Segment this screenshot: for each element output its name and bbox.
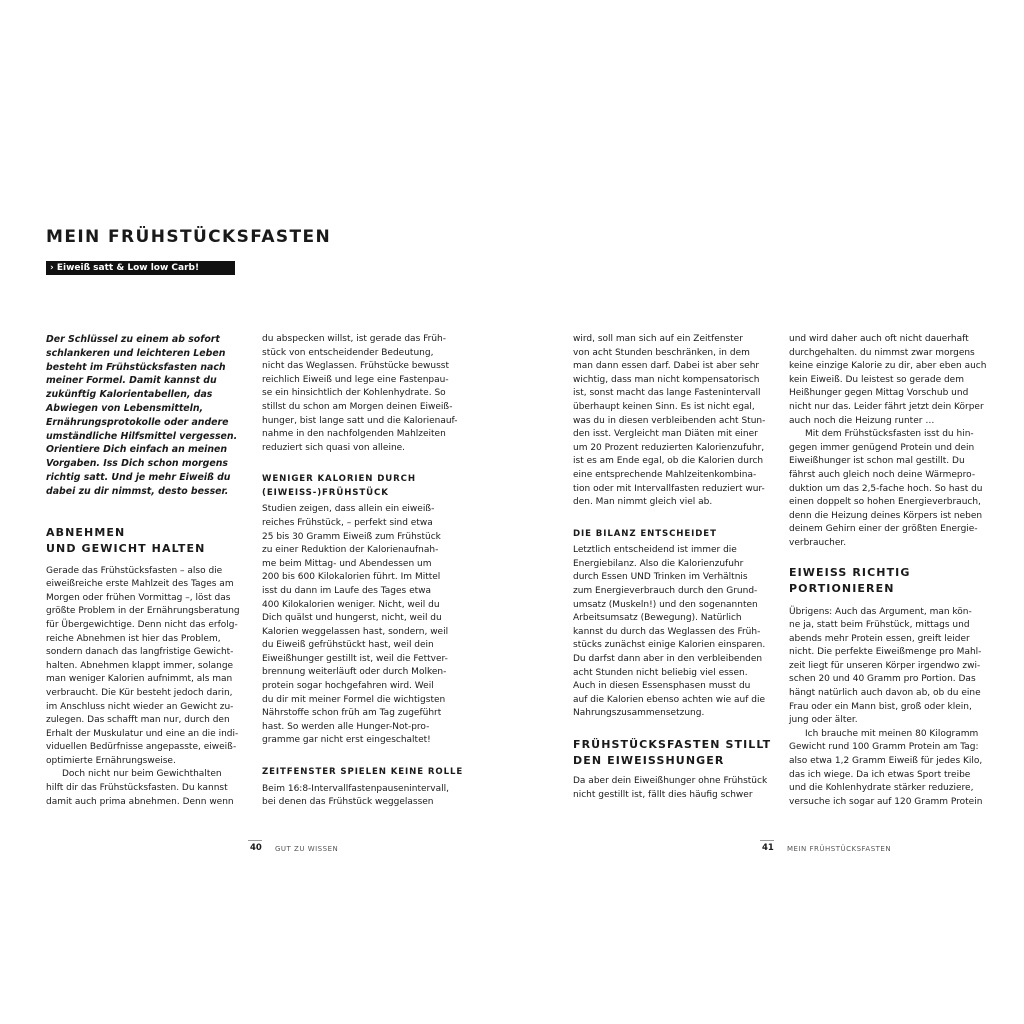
paragraph <box>789 606 982 728</box>
text-line: reduziert sich quasi von alleine. <box>262 442 406 453</box>
text-line: ist es am Ende egal, ob die Kalorien durch <box>573 456 764 467</box>
text-line: Arbeitsumsatz (Bewegung). Natürlich <box>573 613 742 624</box>
paragraph <box>573 544 766 721</box>
text-line: hängt natürlich auch davon ab, ob du eine <box>789 688 981 699</box>
text-line: deinem Gehirn einer der größten Energie- <box>789 524 978 535</box>
running-footer-right: MEIN FRÜHSTÜCKSFASTEN <box>787 845 892 853</box>
text-line: fährst auch gleich noch deine Wärmepro- <box>789 469 976 480</box>
column-3 <box>573 333 772 802</box>
text-line: man weniger Kalorien aufnimmt, als man <box>46 674 233 685</box>
heading-zeitfenster <box>262 766 464 780</box>
text-line: um 20 Prozent reduzierten Kalorienzufuhr, <box>573 442 765 453</box>
text-line: Heißhunger gegen Mittag Vorschub und <box>789 388 969 399</box>
subtitle-bar: › Eiweiß satt & Low low Carb! <box>46 261 235 275</box>
text-line: und die Kohlenhydrate stärker reduziere, <box>789 783 974 794</box>
text-line: Mit dem Frühstücksfasten isst du hin- <box>805 429 974 440</box>
text-line: reiche Abnehmen ist hier das Problem, <box>46 633 221 644</box>
text-line: überhaupt keinen Sinn. Es ist nicht egal, <box>573 401 755 412</box>
text-line: Orientiere Dich einfach an meinen <box>46 444 228 456</box>
text-line: umsatz (Muskeln!) und den sogenannten <box>573 599 758 610</box>
text-line: Der Schlüssel zu einem ab sofort <box>46 334 220 345</box>
text-line: Studien zeigen, dass allein ein eiweiß- <box>262 504 435 515</box>
text-line: Beim 16:8-Intervallfastenpausenintervall, <box>262 783 449 794</box>
text-line: dabei zu dir nimmst, desto besser. <box>46 485 229 497</box>
text-line: ist, sonst macht das lange Fastenintervall <box>573 388 761 399</box>
paragraph <box>573 775 768 802</box>
page-title: MEIN FRÜHSTÜCKSFASTEN <box>46 227 332 247</box>
text-line: umständliche Hilfsmittel vergessen. <box>46 430 238 442</box>
text-line: wichtig, dass man nicht kompensatorisch <box>573 374 760 385</box>
text-line: Dich quälst und hungerst, nicht, weil du <box>262 613 442 624</box>
text-line: Eiweißhunger gestillt ist, weil die Fettver- <box>262 653 448 664</box>
paragraph <box>573 333 766 510</box>
text-line: Du darfst dann aber in den verbleibenden <box>573 653 763 664</box>
heading-eiweiss-portionieren <box>789 565 977 598</box>
column-1 <box>46 333 240 809</box>
text-line: Auch in diesen Essensphasen musst du <box>573 681 751 692</box>
text-line: Nahrungszusammensetzung. <box>573 708 705 719</box>
text-line: abends mehr Protein essen, greift leider <box>789 633 970 644</box>
text-line: keine einzige Kalorie zu dir, aber eben auch <box>789 361 987 372</box>
text-line: duktion um das 2,5-fache hoch. So hast du <box>789 483 983 494</box>
intro-paragraph <box>46 333 238 499</box>
text-line: den. Man nimmt gleich viel ab. <box>573 497 713 508</box>
text-line: stücks zunächst einige Kalorien einsparen. <box>573 640 766 651</box>
text-line: wird, soll man sich auf ein Zeitfenster <box>573 334 743 344</box>
heading-weniger-kalorien <box>262 473 450 500</box>
text-line: 400 Kilokalorien weniger. Nicht, weil du <box>262 599 440 610</box>
text-line: jung oder älter. <box>789 715 858 726</box>
text-line: du dir mit meiner Formel die wichtigsten <box>262 694 446 705</box>
text-line: Doch nicht nur beim Gewichthalten <box>62 769 222 780</box>
text-line: verbraucher. <box>789 537 847 548</box>
text-line: hast. So werden alle Hunger-Not-pro- <box>262 721 430 732</box>
text-line: auch noch die Heizung runter … <box>789 415 935 426</box>
page-number-left: 40 <box>250 843 262 853</box>
text-line: ZEITFENSTER SPIELEN KEINE ROLLE <box>262 767 464 778</box>
text-line: ABNEHMEN <box>46 525 126 539</box>
text-line: nicht nur das. Leider fährt jetzt dein Körper <box>789 401 984 412</box>
text-line: me beim Mittag- und Abendessen um <box>262 558 432 569</box>
text-line: besteht im Frühstücksfasten nach <box>46 361 226 373</box>
text-line: zeit liegt für unseren Körper irgendwo zwi- <box>789 660 981 671</box>
text-line: Gerade das Frühstücksfasten – also die <box>46 565 223 576</box>
footer-rule-right <box>760 840 774 841</box>
text-line: schlankeren und leichteren Leben <box>46 347 226 359</box>
text-line: den isst. Vergleicht man Diäten mit einer <box>573 429 758 440</box>
text-line: stück von entscheidender Bedeutung, <box>262 347 434 358</box>
text-line: Morgen oder frühen Vormittag –, löst das <box>46 592 231 603</box>
text-line: schen 20 und 40 Gramm pro Portion. Das <box>789 674 976 685</box>
text-line: Erhalt der Muskulatur und eine an die indi- <box>46 728 239 739</box>
heading-bilanz <box>573 528 761 542</box>
page-number-right: 41 <box>762 843 774 853</box>
text-line: zum Energieverbrauch durch den Grund- <box>573 586 758 596</box>
text-line: man dann essen darf. Dabei ist aber sehr <box>573 361 760 372</box>
text-line: tion oder mit Intervallfasten reduziert wur- <box>573 483 765 494</box>
text-line: sondern danach das langfristige Gewicht- <box>46 647 234 658</box>
paragraph <box>789 428 983 550</box>
text-line: größte Problem in der Ernährungsberatung <box>46 606 240 617</box>
text-line: das ich wiege. Da ich etwas Sport treibe <box>789 769 971 780</box>
text-line: se ein hinsichtlich der Kohlenhydrate. So <box>262 388 446 399</box>
heading-abnehmen <box>46 525 234 558</box>
text-line: nicht das Weglassen. Frühstücke bewusst <box>262 361 450 372</box>
text-line: versuche ich sogar auf 120 Gramm Protein <box>789 796 983 807</box>
text-line: reichlich Eiweiß und lege eine Fastenpau- <box>262 374 449 385</box>
text-line: FRÜHSTÜCKSFASTEN STILLT <box>573 737 772 751</box>
text-line: was du in diesen verbleibenden acht Stun- <box>573 415 766 426</box>
text-line: viduellen Bedürfnisse angepasste, eiweiß- <box>46 742 237 753</box>
text-line: meiner Formel. Damit kannst du <box>46 375 217 387</box>
text-line: durch Essen UND Trinken im Verhältnis <box>573 572 748 583</box>
text-line: denn die Heizung deines Körpers ist neben <box>789 510 983 521</box>
text-line: Übrigens: Auch das Argument, man kön- <box>789 606 972 617</box>
text-line: einen doppelt so hohen Energieverbrauch, <box>789 497 981 508</box>
paragraph <box>46 565 240 769</box>
text-line: isst du dann im Laufe des Tages etwa <box>262 585 432 596</box>
text-line: 25 bis 30 Gramm Eiweiß zum Frühstück <box>262 531 441 542</box>
text-line: PORTIONIEREN <box>789 582 895 595</box>
text-line: Energiebilanz. Also die Kalorienzufuhr <box>573 558 744 569</box>
column-2 <box>262 333 464 810</box>
text-line: zu einer Reduktion der Kalorienaufnah- <box>262 545 439 556</box>
text-line: Letztlich entscheidend ist immer die <box>573 545 737 556</box>
text-line: Eiweißhunger ist schon mal gestillt. Du <box>789 456 965 467</box>
text-line: und wird daher auch oft nicht dauerhaft <box>789 334 969 344</box>
running-footer-left: GUT ZU WISSEN <box>275 845 339 853</box>
text-line: du Eiweiß gefrühstückt hast, weil dein <box>262 640 434 651</box>
text-line: DIE BILANZ ENTSCHEIDET <box>573 528 717 539</box>
text-line: ne ja, statt beim Frühstück, mittags und <box>789 620 970 631</box>
text-line: zukünftig Kalorientabellen, das <box>46 389 213 401</box>
text-line: EIWEISS RICHTIG <box>789 565 911 579</box>
text-line: hilft dir das Frühstücksfasten. Du kannst <box>46 783 228 794</box>
text-line: auf die Kalorien ebenso achten wie auf die <box>573 694 766 705</box>
text-line: kannst du durch das Weglassen des Früh- <box>573 626 761 637</box>
text-line: richtig satt. Und je mehr Eiweiß du <box>46 471 231 483</box>
text-line: hunger, bist lange satt und die Kalorienauf- <box>262 415 458 426</box>
text-line: Abwiegen von Lebensmitteln, <box>46 402 204 414</box>
text-line: für Übergewichtige. Denn nicht das erfolg- <box>46 619 238 630</box>
text-line: durchgehalten. du nimmst zwar morgens <box>789 347 975 358</box>
paragraph <box>262 333 458 455</box>
text-line: eiweißreiche erste Mahlzeit des Tages am <box>46 579 234 590</box>
text-line: gegen immer genügend Protein und dein <box>789 442 975 453</box>
footer-rule-left <box>248 840 262 841</box>
heading-fruehstuecksfasten-stillt <box>573 737 772 770</box>
text-line: Ich brauche mit meinen 80 Kilogramm <box>805 728 979 739</box>
text-line: kein Eiweiß. Du leistest so gerade dem <box>789 374 964 385</box>
text-line: reiches Frühstück, – perfekt sind etwa <box>262 517 433 528</box>
text-line: du abspecken willst, ist gerade das Früh- <box>262 334 446 344</box>
text-line: von acht Stunden beschränken, in dem <box>573 347 750 358</box>
paragraph <box>789 333 987 428</box>
text-line: acht Stunden nicht beliebig viel essen. <box>573 667 748 678</box>
text-line: 200 bis 600 Kilokalorien führt. Im Mittel <box>262 572 441 583</box>
text-line: stillst du schon am Morgen deinen Eiweiß- <box>262 401 453 412</box>
text-line: Gewicht rund 100 Gramm Protein am Tag: <box>789 742 979 753</box>
text-line: eine entsprechende Mahlzeitenkombina- <box>573 469 757 480</box>
text-line: optimierte Ernährungsweise. <box>46 755 176 766</box>
text-line: Da aber dein Eiweißhunger ohne Frühstück <box>573 775 768 786</box>
text-line: (EIWEISS-)FRÜHSTÜCK <box>262 487 389 498</box>
text-line: Ernährungsprotokolle oder andere <box>46 416 229 428</box>
text-line: also etwa 1,2 Gramm Eiweiß für jedes Kilo, <box>789 756 983 767</box>
text-line: Nährstoffe schon früh am Tag zugeführt <box>262 708 442 719</box>
text-line: zulegen. Das schafft man nur, durch den <box>46 715 230 726</box>
text-line: halten. Abnehmen klappt immer, solange <box>46 660 234 671</box>
text-line: nicht. Die perfekte Eiweißmenge pro Mahl- <box>789 647 982 658</box>
text-line: WENIGER KALORIEN DURCH <box>262 474 416 485</box>
text-line: verbraucht. Die Kür besteht jedoch darin, <box>46 687 233 698</box>
text-line: Kalorien weggelassen hast, sondern, weil <box>262 626 449 637</box>
text-line: nahme in den nachfolgenden Mahlzeiten <box>262 429 446 440</box>
text-line: bei denen das Frühstück weggelassen <box>262 797 434 808</box>
text-line: gramme gar nicht erst eingeschaltet! <box>262 735 431 746</box>
text-line: DEN EIWEISSHUNGER <box>573 754 725 768</box>
text-line: protein sogar hochgefahren wird. Weil <box>262 681 434 692</box>
text-line: UND GEWICHT HALTEN <box>46 542 206 556</box>
text-line: Vorgaben. Iss Dich schon morgens <box>46 458 228 470</box>
paragraph <box>262 783 450 810</box>
paragraph <box>789 728 983 810</box>
text-line: damit auch prima abnehmen. Denn wenn <box>46 796 234 807</box>
paragraph <box>262 503 450 748</box>
text-line: brennung weiterläuft oder durch Molken- <box>262 667 447 678</box>
text-line: Frau oder ein Mann bist, groß oder klein, <box>789 701 972 712</box>
column-4 <box>789 333 987 809</box>
text-line: nicht gestillt ist, fällt dies häufig schwer <box>573 789 753 800</box>
text-line: im Anschluss nicht wieder an Gewicht zu- <box>46 701 234 712</box>
paragraph <box>46 768 234 809</box>
